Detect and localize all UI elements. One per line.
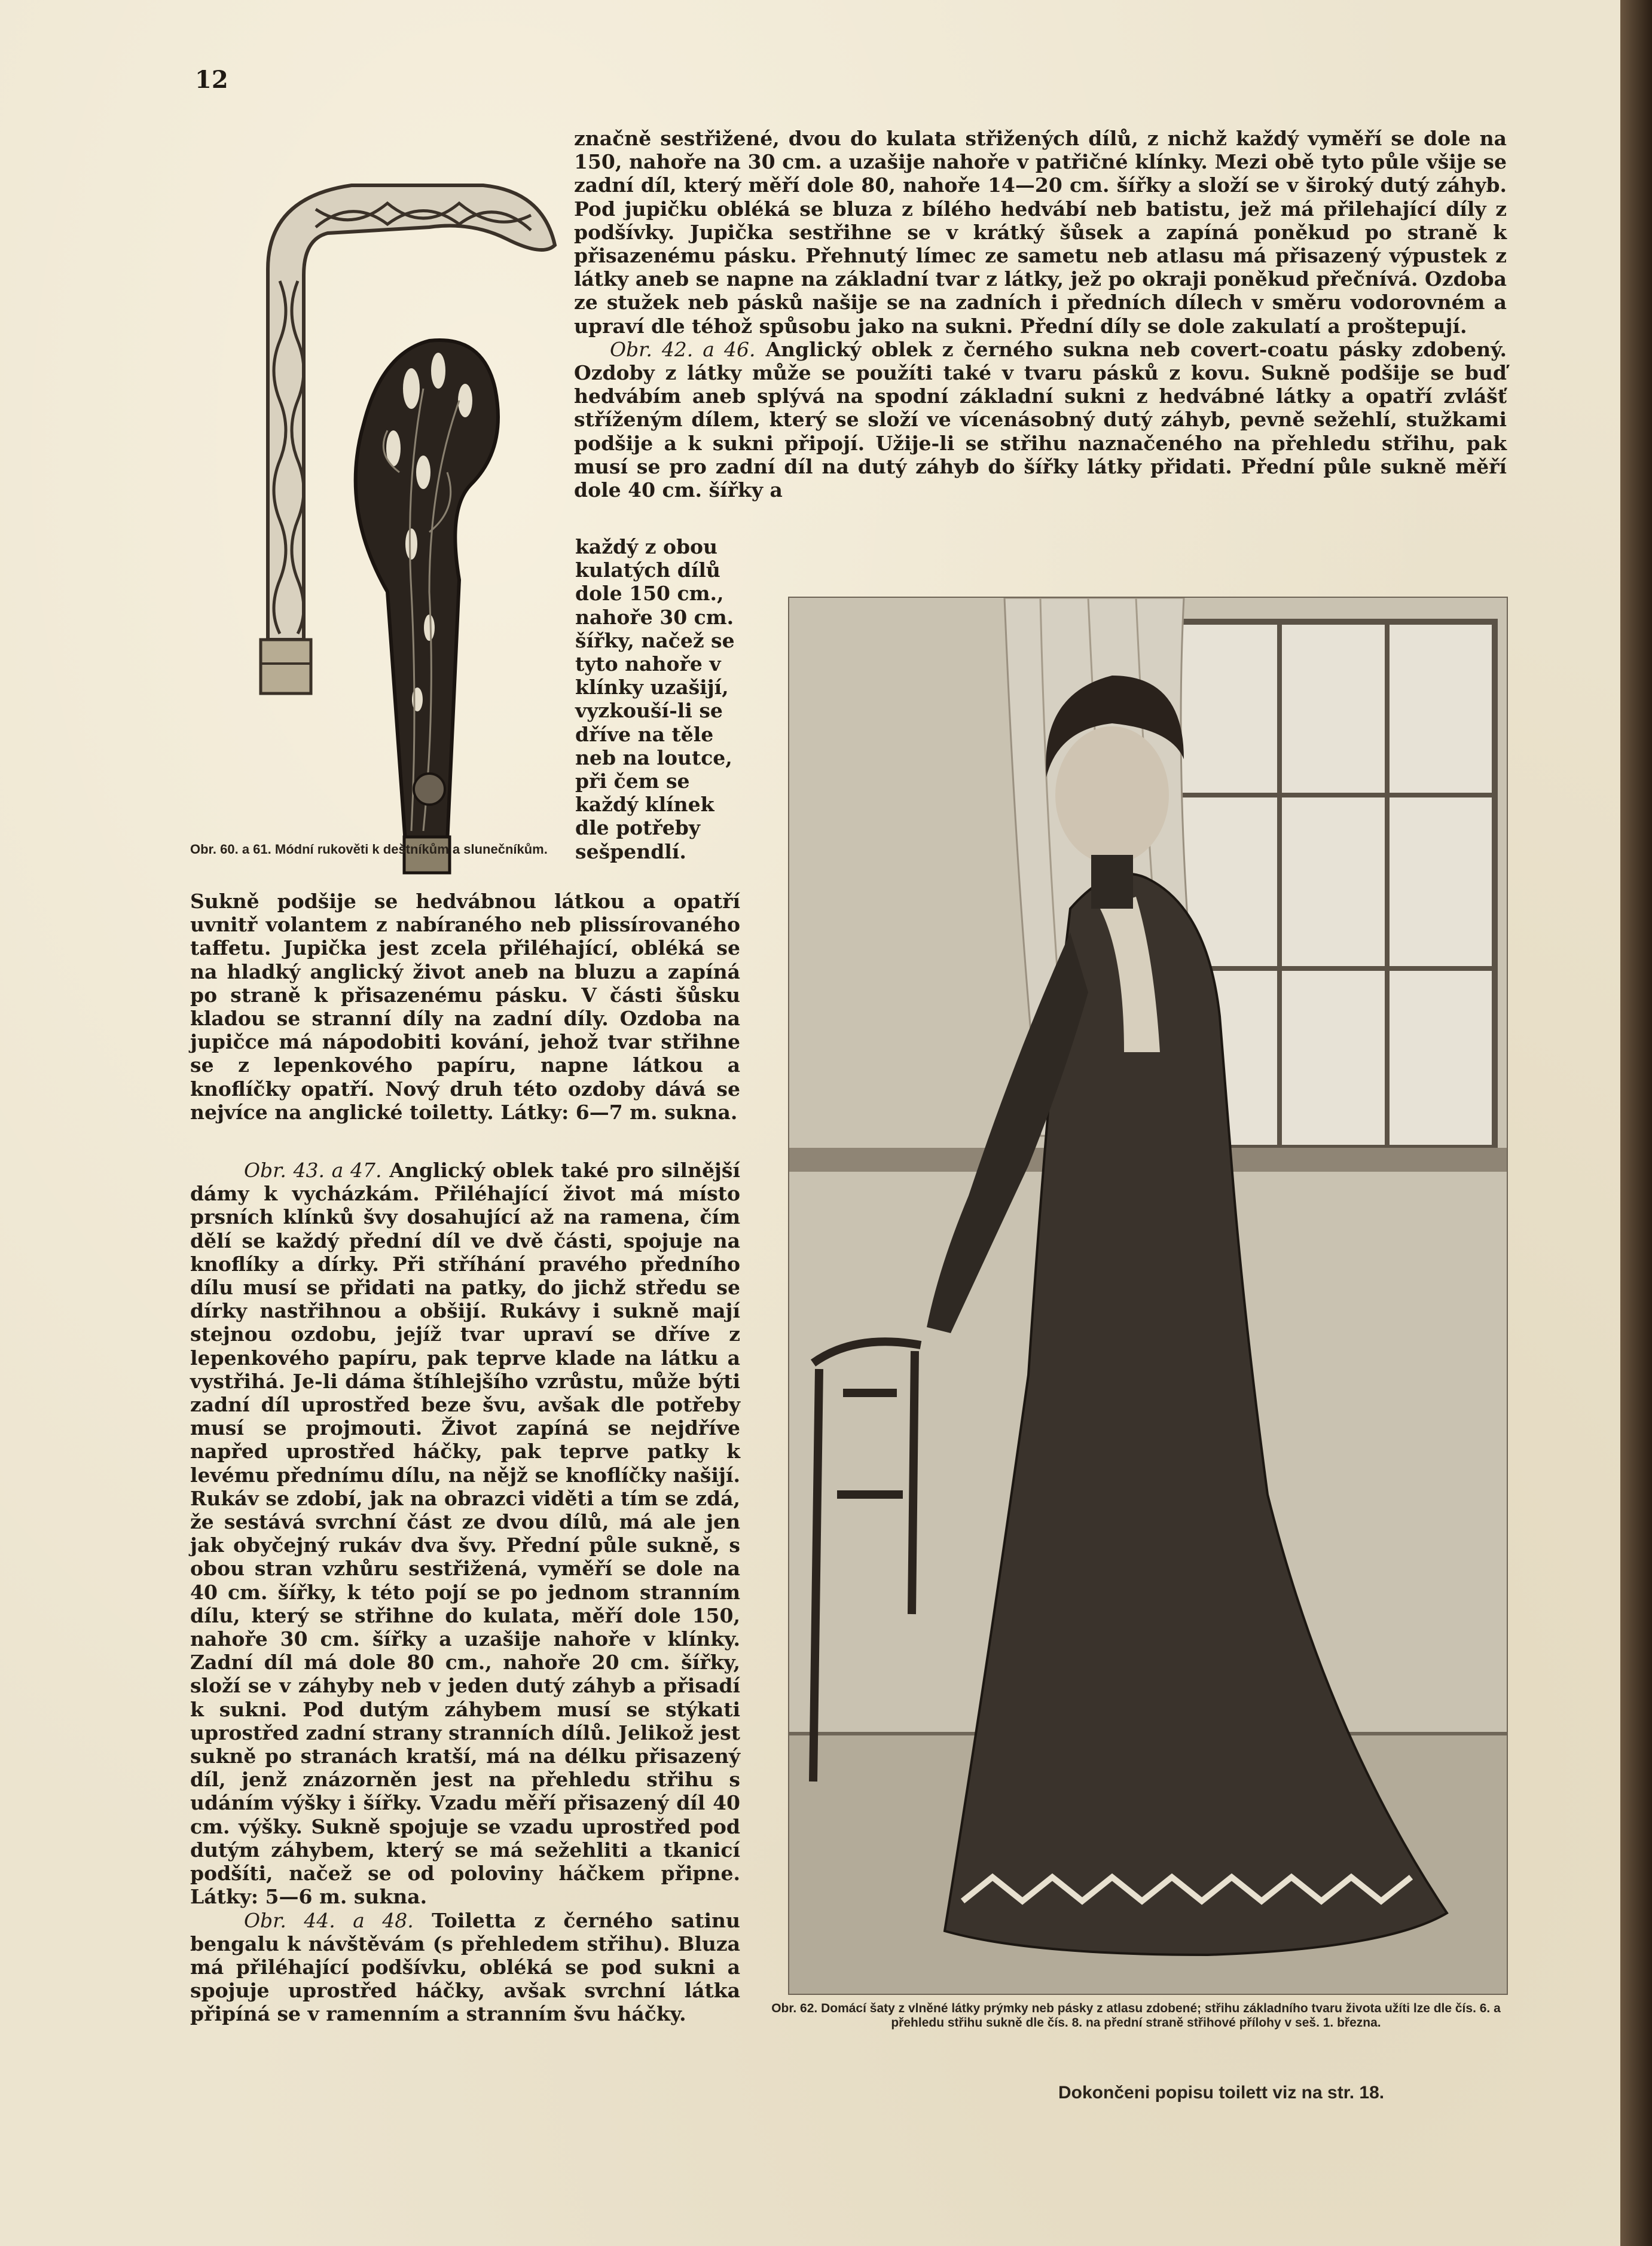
paragraph-text: Toiletta z černého satinu bengalu k návštěvám (s přehledem střihu). Bluza má přiléhající podšívku, obléká se pod sukni a spojuje uprostřed háčky, avšak svrchní látka připíná se v ramenním a stranním švu háčky. bbox=[190, 1908, 740, 2026]
figure-reference-42-46: Obr. 42. a 46. bbox=[610, 337, 756, 361]
article-text-left: Sukně podšije se hedvábnou látkou a opatří uvnitř volantem z nabíraného neb plissírovaného taffetu. Jupička jest zcela přiléhající, obléká se na hladký anglický život aneb na bluzu a zapíná po straně k přisazenému pásku. V části šůsku kladou se stranní díly na zadní díly. Ozdoba na jupičce má nápodobiti kování, jehož tvar střihne se z lepenkového papíru, napne látkou a knoflíčky opatří. Nový druh této ozdoby dává se nejvíce na anglické toiletty. Látky: 6—7 m. sukna. bbox=[190, 890, 740, 1124]
article-text-top bbox=[574, 127, 1507, 502]
continued-note: Dokončeni popisu toilett viz na str. 18. bbox=[1058, 2083, 1385, 2103]
paragraph-text: Anglický oblek z černého sukna neb covert-coatu pásky zdobený. Ozdoby z látky může se použíti také v tvaru pásků z kovu. Sukně podšije se buď hedvábím aneb splývá na spodní základní sukni z hedvábné látky a opatří zvlášť stříženým dílem, který se složí ve vícenásobný dutý záhyb, pevně sežehlí, stužkami podšije a k sukni připojí. Užije-li se střihu naznačeného na přehledu střihu, pak musí se pro zadní díl na dutý záhyb do šířky látky přidati. Přední půle sukně měří dole 40 cm. šířky a bbox=[574, 337, 1507, 502]
figure-caption-62: Obr. 62. Domácí šaty z vlněné látky prýmky neb pásky z atlasu zdobené; střihu základního tvaru života užíti lze dle čís. 6. a přehledu střihu sukně dle čís. 8. na přední straně střihové přílohy v seš. 1. března. bbox=[771, 2001, 1501, 2030]
umbrella-handles-illustration bbox=[232, 173, 567, 879]
page-edge bbox=[1620, 0, 1652, 2246]
figure-reference-43-47: Obr. 43. a 47. bbox=[244, 1159, 382, 1182]
paragraph-text: Anglický oblek také pro silnější dámy k vycházkám. Přiléhající život má místo prsních klínků švy dosahující až na ramena, čím dělí se každý přední díl ve dvě části, spojuje na knoflíky a dírky. Při stříhání pravého předního dílu musí se přidati na patky, do jichž středu se dírky nastřihnou a obšijí. Rukávy i sukně mají stejnou ozdobu, jejíž tvar upraví se dříve z lepenkového papíru, pak teprve klade na látku a vystřihá. Je-li dáma štíhlejšího vzrůstu, může býti zadní díl uprostřed beze švu, avšak dle potřeby musí se projmouti. Život zapíná se nejdříve napřed uprostřed háčky, pak teprve patky k levému přednímu dílu, na nějž se knoflíčky našijí. Rukáv se zdobí, jak na obrazci viděti a tím se zdá, že sestává svrchní část ze dvou dílů, má ale jen jak obyčejný rukáv dva švy. Přední půle sukně, s obou stran vzhůru sestřižená, vyměří se dole na 40 cm. šířky, k této pojí se po jednom stranním dílu, který se střihne do kulata, měří dole 150, nahoře 30 cm. šířky a uzašije nahoře v klínky. Zadní díl má dole 80 cm., nahoře 20 cm. šířky, složí se v záhyby neb v jeden dutý záhyb a přisadí k sukni. Pod dutým záhybem musí se stýkati uprostřed zadní strany stranních dílů. Jelikož jest sukně po stranách kratší, má na délku přisazený díl, jenž znázorněn jest na přehledu střihu s udáním výšky i šířky. Vzadu měří přisazený díl 40 cm. výšky. Sukně spojuje se vzadu uprostřed pod dutým záhybem, který se má sežehliti a tkanicí podšíti, načež se od poloviny háčkem připne. Látky: 5—6 m. sukna. bbox=[190, 1159, 740, 1909]
article-text-left-continued bbox=[190, 1159, 740, 2026]
figure-caption-60-61: Obr. 60. a 61. Módní rukověti k deštníkům a slunečníkům. bbox=[190, 842, 548, 857]
article-text-narrow: každý z obou kulatých dílů dole 150 cm., nahoře 30 cm. šířky, načež se tyto nahoře v klínky uzašijí, vyzkouší-li se dříve na těle neb na loutce, při čem se každý klínek dle potřeby sešpendlí. bbox=[575, 535, 735, 863]
figure-reference-44-48: Obr. 44. a 48. bbox=[244, 1908, 414, 1932]
page-number: 12 bbox=[195, 66, 228, 94]
paragraph-text: značně sestřižené, dvou do kulata střižených dílů, z nichž každý vyměří se dole na 150, nahoře na 30 cm. a uzašije nahoře v patřičné klínky. Mezi obě tyto půle všije se zadní díl, který měří dole 80, nahoře 14—20 cm. šířky a složí se v široký dutý záhyb. Pod jupičku obléká se bluza z bílého hedvábí neb batistu, jež má přilehající díly z podšívky. Jupička sestřihne se v krátký šůsek a zapíná poněkud po straně k přisazenému pásku. Přehnutý límec ze sametu neb atlasu má přisazený výpustek z látky aneb se napne na základní tvar z látky, jež po okraji poněkud přečnívá. Ozdoba ze stužek neb pásků našije se na zadních i předních dílech v směru vodorovném a upraví dle téhož spůsobu jako na sukni. Přední díly se dole zakulatí a proštepují. bbox=[574, 127, 1507, 338]
woman-in-dress-illustration bbox=[788, 597, 1508, 1995]
